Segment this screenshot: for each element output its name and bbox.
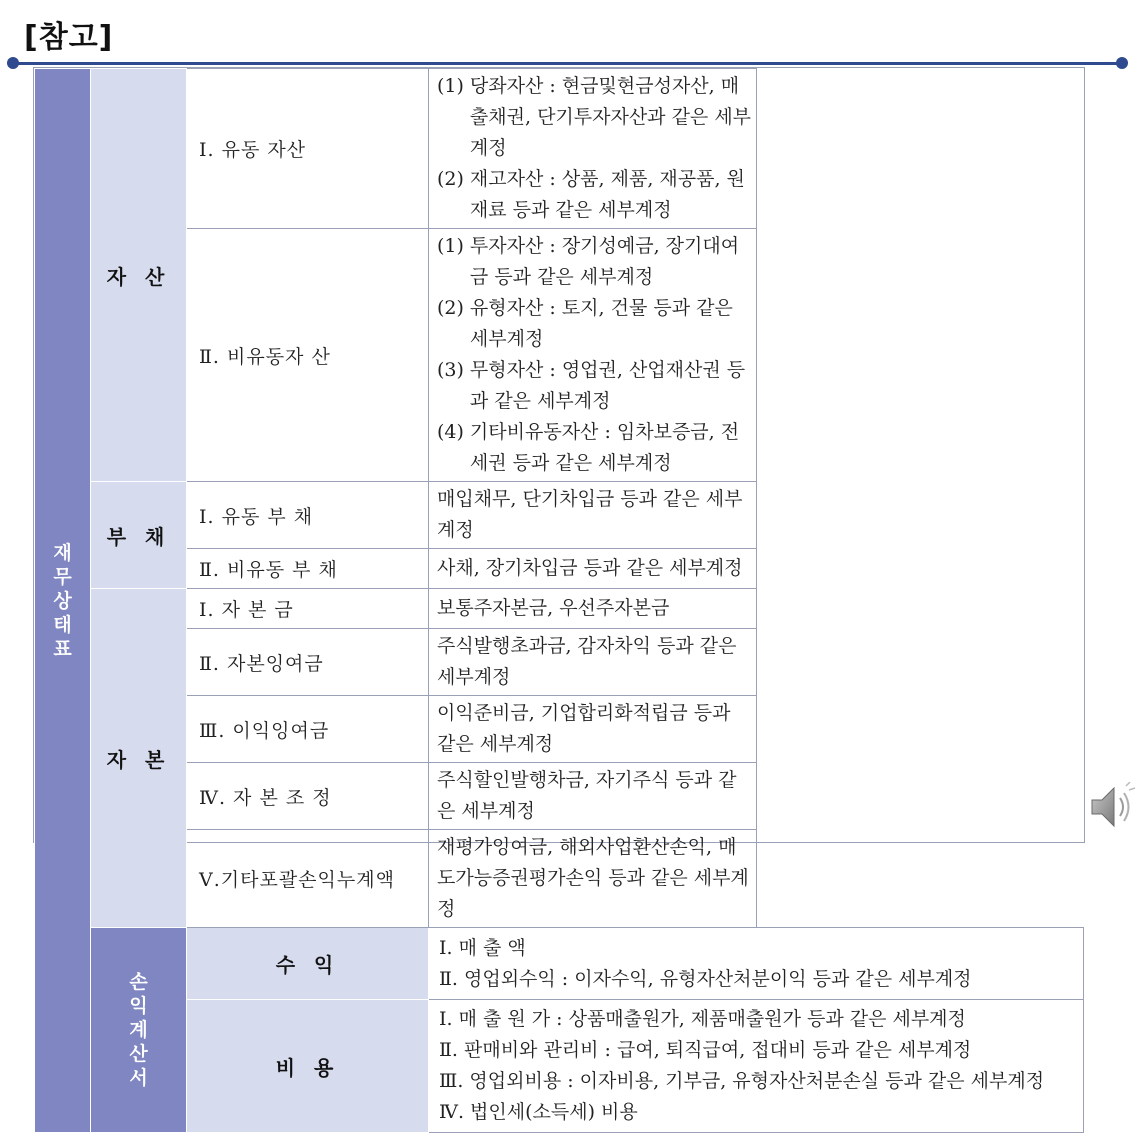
liabilities-label: 부 채 (91, 482, 187, 589)
liability-item: Ⅰ. 유동 부 채 (187, 482, 429, 549)
expense-line: Ⅱ. 판매비와 관리비 : 급여, 퇴직급여, 접대비 등과 같은 세부계정 (439, 1039, 972, 1061)
desc-line: (2) 재고자산 : 상품, 제품, 재공품, 원재료 등과 같은 세부계정 (437, 168, 745, 221)
noncurrent-assets-desc (429, 229, 757, 482)
equity-item: Ⅲ. 이익잉여금 (187, 696, 429, 763)
equity-item: Ⅰ. 자 본 금 (187, 589, 429, 629)
title-rule (12, 62, 1122, 65)
expense-line: Ⅰ. 매 출 원 가 : 상품매출원가, 제품매출원가 등과 같은 세부계정 (439, 1008, 966, 1030)
equity-item: Ⅱ. 자본잉여금 (187, 629, 429, 696)
page-title: [참고] (24, 20, 114, 55)
assets-label: 자 산 (91, 69, 187, 482)
expense-line: Ⅳ. 법인세(소득세) 비용 (439, 1101, 638, 1123)
expense-lines (429, 1000, 1084, 1133)
equity-desc: 주식할인발행차금, 자기주식 등과 같은 세부계정 (429, 763, 757, 830)
desc-line: (2) 유형자산 : 토지, 건물 등과 같은 세부계정 (437, 297, 733, 350)
balance-sheet-label: 재무상태표 (35, 69, 91, 1133)
rule-dot-left (7, 57, 19, 69)
revenue-line: Ⅱ. 영업외수익 : 이자수익, 유형자산처분이익 등과 같은 세부계정 (439, 967, 972, 990)
current-assets-item: Ⅰ. 유동 자산 (187, 69, 429, 229)
equity-item: Ⅳ. 자 본 조 정 (187, 763, 429, 830)
revenue-label: 수 익 (187, 928, 429, 1000)
current-assets-desc (429, 69, 757, 229)
equity-desc: 이익준비금, 기업합리화적립금 등과 같은 세부계정 (429, 696, 757, 763)
liability-desc: 매입채무, 단기차입금 등과 같은 세부계정 (429, 482, 757, 549)
liability-desc: 사채, 장기차입금 등과 같은 세부계정 (429, 549, 757, 589)
income-statement-label: 손익계산서 (91, 928, 187, 1133)
desc-line: (4) 기타비유동자산 : 임차보증금, 전세권 등과 같은 세부계정 (437, 421, 740, 474)
speaker-icon[interactable] (1090, 782, 1136, 832)
equity-item: Ⅴ.기타포괄손익누계액 (187, 830, 429, 928)
expenses-label: 비 용 (187, 1000, 429, 1133)
liability-item: Ⅱ. 비유동 부 채 (187, 549, 429, 589)
desc-line: (3) 무형자산 : 영업권, 산업재산권 등과 같은 세부계정 (437, 359, 746, 412)
equity-desc: 재평가잉여금, 해외사업환산손익, 매도가능증권평가손익 등과 같은 세부계정 (429, 830, 757, 928)
expense-line: Ⅲ. 영업외비용 : 이자비용, 기부금, 유형자산처분손실 등과 같은 세부계정 (439, 1070, 1045, 1092)
desc-line: (1) 투자자산 : 장기성예금, 장기대여금 등과 같은 세부계정 (437, 235, 740, 288)
revenue-line: Ⅰ. 매 출 액 (439, 936, 526, 959)
revenue-lines (429, 928, 1084, 1000)
desc-line: (1) 당좌자산 : 현금및현금성자산, 매출채권, 단기투자자산과 같은 세부계정 (437, 75, 752, 159)
equity-desc: 보통주자본금, 우선주자본금 (429, 589, 757, 629)
rule-dot-right (1116, 57, 1128, 69)
accounting-table (33, 67, 1085, 1123)
equity-desc: 주식발행초과금, 감자차익 등과 같은 세부계정 (429, 629, 757, 696)
equity-label: 자 본 (91, 589, 187, 928)
noncurrent-assets-item: Ⅱ. 비유동자 산 (187, 229, 429, 482)
